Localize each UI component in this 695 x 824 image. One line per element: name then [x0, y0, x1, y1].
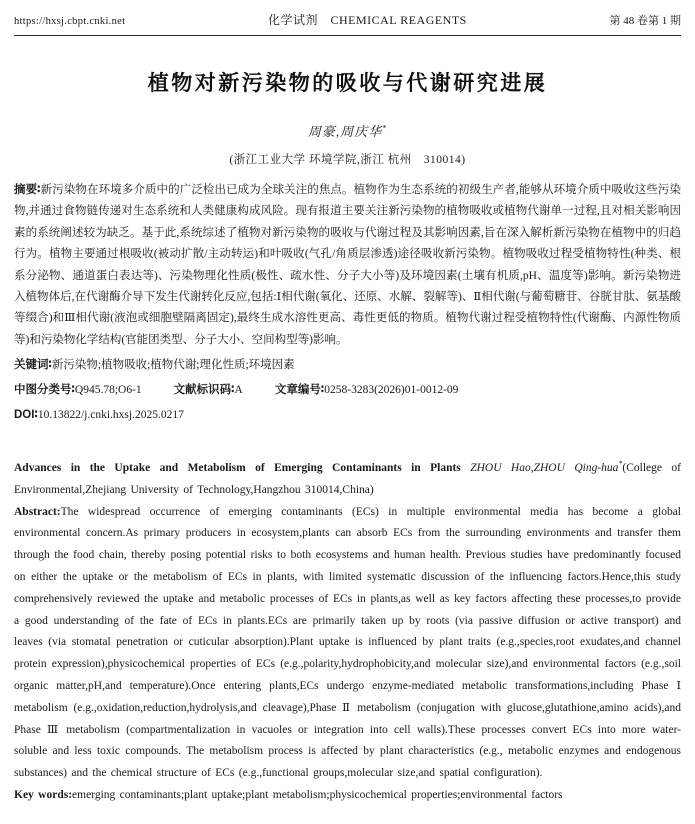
doi-value: 10.13822/j.cnki.hxsj.2025.0217: [37, 408, 184, 421]
article-meta: [14, 380, 681, 401]
document-code: [174, 380, 243, 401]
authors-zh: [14, 121, 681, 140]
abstract-zh: [14, 180, 681, 351]
doi-label: DOI∶: [14, 408, 38, 421]
keywords-label-en: Key words:: [14, 789, 73, 802]
article-id-value: 0258-3283(2026)01-0012-09: [324, 383, 459, 396]
article-title-en: Advances in the Uptake and Metabolism of Emerging Contaminants in Plants: [14, 462, 461, 475]
article-id: [275, 380, 459, 401]
journal-name: 化学试剂 CHEMICAL REAGENTS: [267, 13, 467, 27]
keywords-text-zh: 新污染物;植物吸收;植物代谢;理化性质;环境因素: [51, 358, 295, 371]
keywords-zh: [14, 355, 681, 376]
abstract-en: [14, 502, 681, 785]
authors-en: [470, 459, 623, 475]
corresponding-author-mark-en: *: [618, 459, 623, 469]
affiliation-en: (College of Environmental,Zhejiang University of Technology,Hangzhou 310014,China): [14, 462, 681, 496]
affiliation-zh: (浙江工业大学 环境学院,浙江 杭州 310014): [229, 154, 466, 166]
english-title-line: [14, 453, 681, 501]
corresponding-author-mark: *: [382, 123, 388, 133]
abstract-label-zh: 摘要∶: [14, 184, 41, 196]
article-id-label: 文章编号∶: [274, 383, 325, 396]
abstract-text-zh: 新污染物在环境多介质中的广泛检出已成为全球关注的焦点。植物作为生态系统的初级生产者,能够从环境介质中吸收这些污染物,并通过食物链传递对生态系统和人类健康构成风险。现有报道主要关注新污染物的植物吸收或植物代谢单一过程,且对相关影响因素的系统阐述较为缺乏。基于此,系统综述了植物对新污染物的吸收与代谢过程及其影响因素,旨在深入解析新污染物在植物中的归趋行为。植物主要通过根吸收(被动扩散/主动转运)和叶吸收(气孔/角质层渗透)途径吸收新污染物。植物吸收过程受植物特性(种类、根系分泌物、通道蛋白表达等)、污染物理化性质(极性、疏水性、分子大小等)及环境因素(土壤有机质,pH、温度等)影响。新污染物进入植物体后,在代谢酶介导下发生代谢转化反应,包括:Ⅰ相代谢(氧化、还原、水解、裂解等)、Ⅱ相代谢(与葡萄糖苷、谷胱甘肽、氨基酸等缀合)和Ⅲ相代谢(液泡或细胞壁隔离固定),最终生成水溶性更高、毒性更低的物质。植物代谢过程受植物特性(代谢酶、内源性物质等)和污染物化学结构(官能团类型、分子大小、空间构型等)影响。: [14, 184, 681, 346]
document-code-label: 文献标识码∶: [173, 383, 235, 396]
clc-label: 中图分类号∶: [14, 383, 75, 396]
keywords-en: [14, 785, 681, 807]
running-head: [14, 0, 681, 36]
clc-value: Q945.78;O6-1: [74, 383, 142, 396]
volume-issue: 第 48 卷第 1 期: [609, 15, 681, 27]
english-section: [14, 453, 681, 807]
article-title-zh: 植物对新污染物的吸收与代谢研究进展: [147, 72, 548, 95]
author-names-zh: 周豪,周庆华: [307, 124, 383, 139]
keywords-text-en: emerging contaminants;plant uptake;plant metabolism;physicochemical properties;environmental factors: [72, 789, 563, 802]
document-code-value: A: [234, 383, 243, 396]
abstract-text-en: The widespread occurrence of emerging contaminants (ECs) in multiple environmental media has become a global environmental concern.As primary producers in ecosystem,plants can absorb ECs from the surrounding environments and transfer them through the food chain, thereby posing potential risks to both ecosystems and human health. Previous studies have predominantly focused on either the uptake or the metabolism of ECs in plants, with limited systematic discussion of the influencing factors.Hence,this study comprehensively reviewed the uptake and metabolic processes of ECs in plants,as well as key factors affecting these processes,to provide a good understanding of the fate of ECs in plants.ECs are primarily taken up by roots (via passive diffusion or active transport) and leaves (via stomatal penetration or cuticular absorption).Plant uptake is influenced by plant traits (e.g.,species,root exudates,and channel protein expression),physicochemical properties of ECs (e.g.,polarity,hydrophobicity,and molecular size),and environmental factors (e.g.,soil organic matter,pH,and temperature).Once entering plants,ECs undergo enzyme-mediated metabolic transformations,including Phase Ⅰ metabolism (e.g.,oxidation,reduction,hydrolysis,and cleavage),Phase Ⅱ metabolism (conjugation with glucose,glutathione,amino acids),and Phase Ⅲ metabolism (compartmentalization in vacuoles or integration into cell walls).These processes convert ECs into more water-soluble and less toxic compounds. The metabolism process is affected by plant characteristics (e.g., metabolic enzymes and endogenous substances) and the chemical structure of ECs (e.g.,functional groups,molecular size,and spatial configuration).: [14, 505, 681, 780]
keywords-label-zh: 关键词∶: [14, 358, 52, 371]
author-names-en: ZHOU Hao,ZHOU Qing-hua: [470, 462, 619, 475]
clc-number: [14, 380, 142, 401]
doi: [14, 405, 681, 426]
abstract-label-en: Abstract:: [14, 505, 61, 518]
journal-url: https://hxsj.cbpt.cnki.net: [14, 16, 126, 27]
